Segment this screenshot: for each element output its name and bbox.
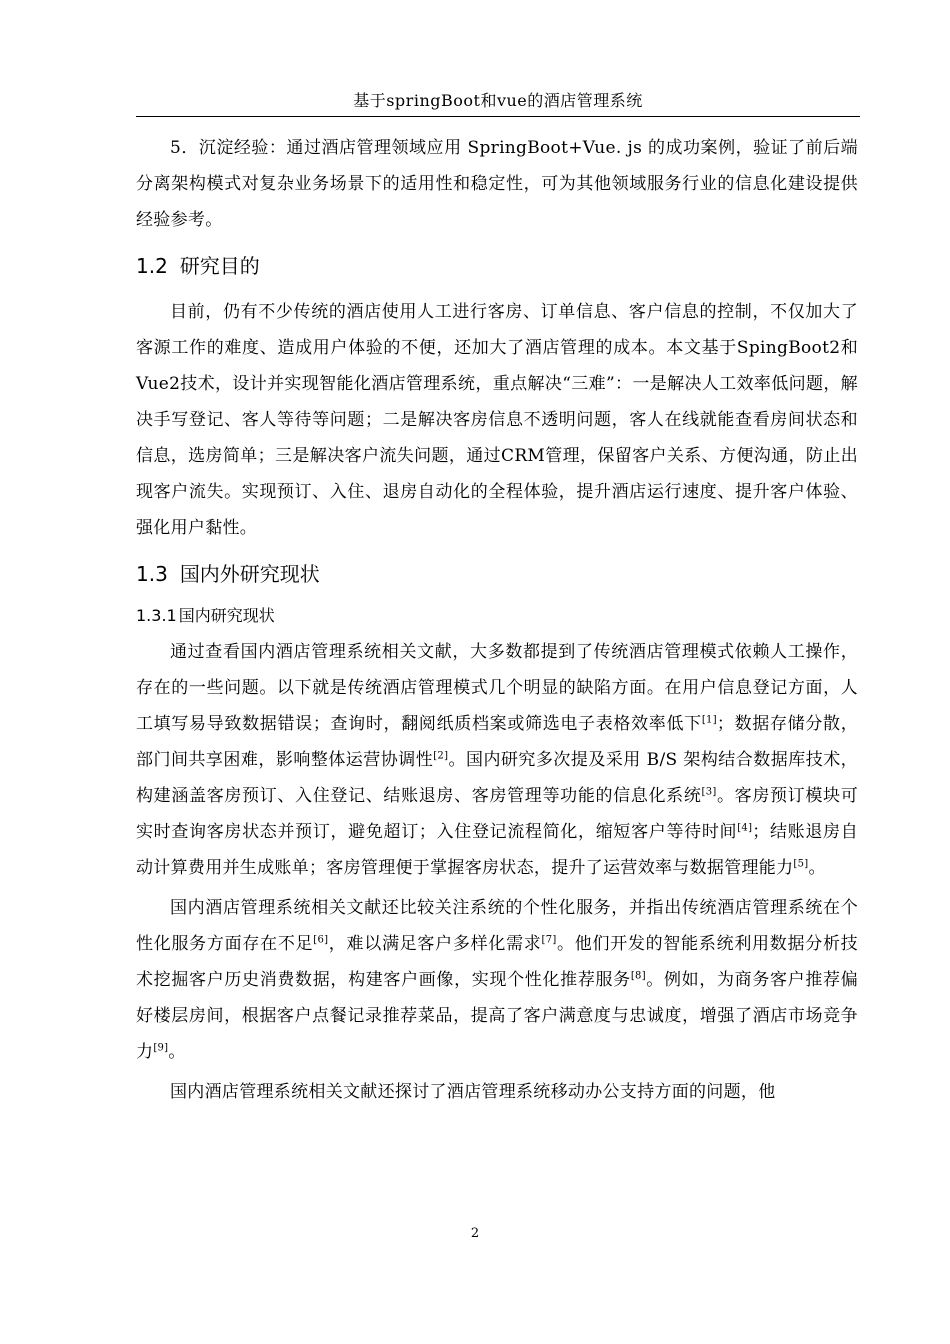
text-run: 国内酒店管理系统相关文献还比较关注系统的个性化服务，并指出传统酒店管理系统在个性化服务方面存在不足 [136,898,858,954]
citation-ref: [2] [433,750,449,762]
section-title: 研究目的 [179,254,260,278]
paragraph-research-goal: 目前，仍有不少传统的酒店使用人工进行客房、订单信息、客户信息的控制，不仅加大了客源工作的难度、造成用户体验的不便，还加大了酒店管理的成本。本文基于SpingBoot2和Vue2技术，设计并实现智能化酒店管理系统，重点解决“三难”：一是解决人工效率低问题，解决手写登记、客人等待等问题；二是解决客房信息不透明问题，客人在线就能查看房间状态和信息，选房简单；三是解决客户流失问题，通过CRM管理，保留客户关系、方便沟通，防止出现客户流失。实现预订、入住、退房自动化的全程体验，提升酒店运行速度、提升客户体验、强化用户黏性。 [136,302,858,538]
paragraph-domestic-1 [136,634,858,886]
paragraph-domestic-3: 国内酒店管理系统相关文献还探讨了酒店管理系统移动办公支持方面的问题，他 [170,1082,776,1102]
subsection-title: 国内研究现状 [178,606,275,625]
page-number: 2 [470,1226,480,1241]
section-heading-1-2 [136,242,858,290]
text-run: ；数据存储分散，部门间共享困难，影响整体运营协调性 [136,714,858,770]
text-run: ；结账退房自动计算费用并生成账单；客房管理便于掌握客房状态，提升了运营效率与数据管理能力 [136,822,858,878]
text-run: 。客房预订模块可实时查询客房状态并预订，避免超订；入住登记流程简化，缩短客户等待时间 [136,786,858,842]
running-header: 基于springBoot和vue的酒店管理系统 [136,86,860,117]
citation-ref: [1] [701,714,717,726]
citation-ref: [4] [737,822,753,834]
subsection-number: 1.3.1 [136,606,177,625]
text-run: 通过查看国内酒店管理系统相关文献，大多数都提到了传统酒店管理模式依赖人工操作，存在的一些问题。以下就是传统酒店管理模式几个明显的缺陷方面。在用户信息登记方面，人工填写易导致数据错误；查询时，翻阅纸质档案或筛选电子表格效率低下 [136,642,858,734]
text-run: 。国内研究多次提及采用 B/S 架构结合数据库技术，构建涵盖客房预订、入住登记、结账退房、客房管理等功能的信息化系统 [136,750,858,806]
section-title: 国内外研究现状 [179,562,320,586]
text-run: 。他们开发的智能系统利用数据分析技术挖掘客户历史消费数据，构建客户画像，实现个性化推荐服务 [136,934,858,990]
section-number: 1.2 [136,254,168,278]
citation-ref: [7] [541,934,557,946]
citation-ref: [5] [793,858,809,870]
paragraph-item-5: 5．沉淀经验：通过酒店管理领域应用 SpringBoot+Vue. js 的成功案例，验证了前后端分离架构模式对复杂业务场景下的适用性和稳定性，可为其他领域服务行业的信息化建设提供经验参考。 [136,138,858,230]
citation-ref: [3] [701,786,717,798]
text-run: 。 [808,858,826,878]
text-run: 。 [168,1042,186,1062]
subsection-heading-1-3-1 [136,598,858,634]
paragraph-domestic-2 [136,890,858,1070]
text-run: ，难以满足客户多样化需求 [328,934,542,954]
citation-ref: [6] [313,934,329,946]
text-run: 。例如，为商务客户推荐偏好楼层房间，根据客户点餐记录推荐菜品，提高了客户满意度与忠诚度，增强了酒店市场竞争力 [136,970,858,1062]
section-number: 1.3 [136,562,168,586]
citation-ref: [8] [630,970,646,982]
section-heading-1-3 [136,550,858,598]
page-body [136,130,858,1110]
citation-ref: [9] [153,1042,169,1054]
